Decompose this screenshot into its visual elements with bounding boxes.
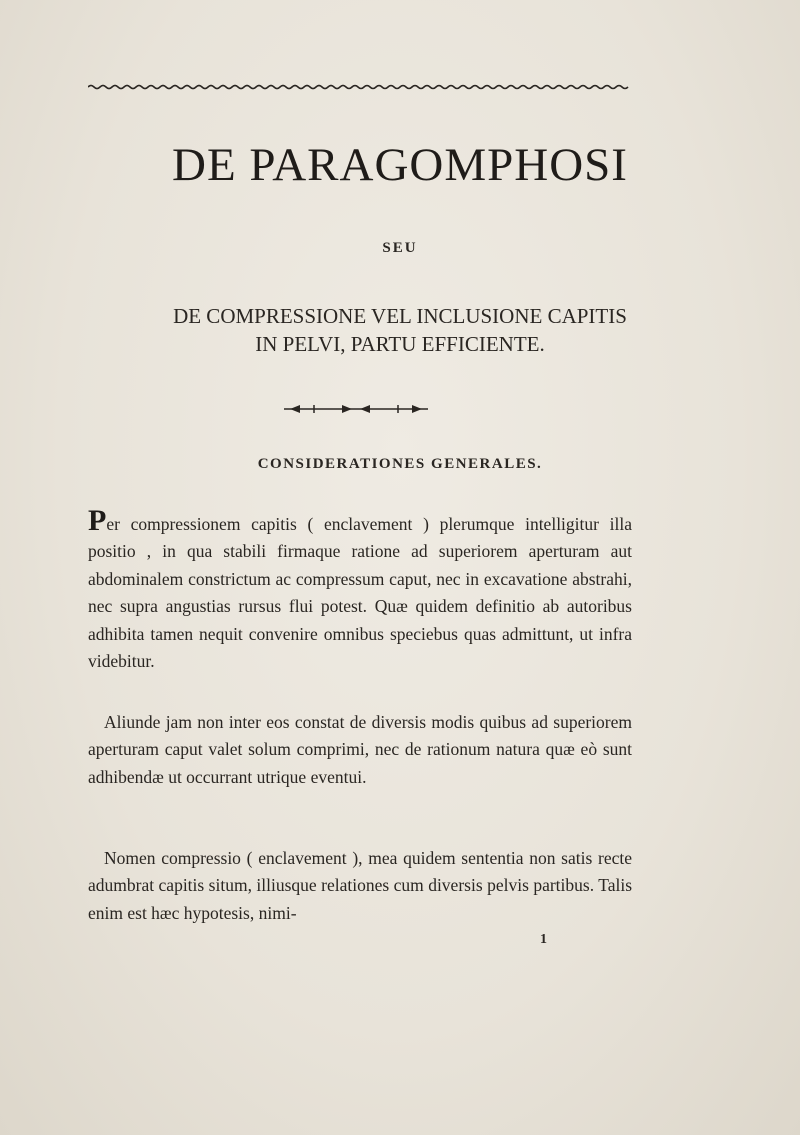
paragraph-2: Aliunde jam non inter eos constat de diversis modis quibus ad superiorem aperturam caput valet solum comprimi, nec de rationum natura quæ eò sunt adhibendæ ut occurrant utrique eventui. — [88, 712, 632, 787]
paragraph-3: Nomen compressio ( enclavement ), mea quidem sententia non satis recte adumbrat capitis situm, illiusque relationes cum diversis pelvis partibus. Talis enim est hæc hypotesis, nimi- — [88, 848, 632, 923]
title-conjunction: SEU — [382, 240, 418, 256]
drop-cap: P — [88, 504, 107, 537]
signature-mark: 1 — [540, 932, 547, 947]
page-title: DE PARAGOMPHOSI — [172, 139, 628, 191]
paragraph-1 — [88, 504, 632, 675]
paragraph-1-text: er compressionem capitis ( enclavement ) plerumque intelligitur illa positio , in qua stabili firmaque ratione ad superiorem aperturam aut abdominalem constrictum ac compressum caput, nec in excavatione abstrahi, nec supra angustias rursus flui potest. Quæ quidem definitio ab autoribus adhibita tamen nequit convenire omnibus speciebus quas admittunt, ut infra videbitur. — [88, 514, 632, 672]
subtitle-line-2: IN PELVI, PARTU EFFICIENTE. — [255, 332, 545, 356]
section-heading: CONSIDERATIONES GENERALES. — [257, 456, 543, 472]
page-subtitle — [80, 302, 720, 358]
subtitle-line-1: DE COMPRESSIONE VEL INCLUSIONE CAPITIS — [173, 304, 627, 328]
decorative-top-rule — [88, 84, 630, 90]
section-ornament — [284, 402, 428, 416]
